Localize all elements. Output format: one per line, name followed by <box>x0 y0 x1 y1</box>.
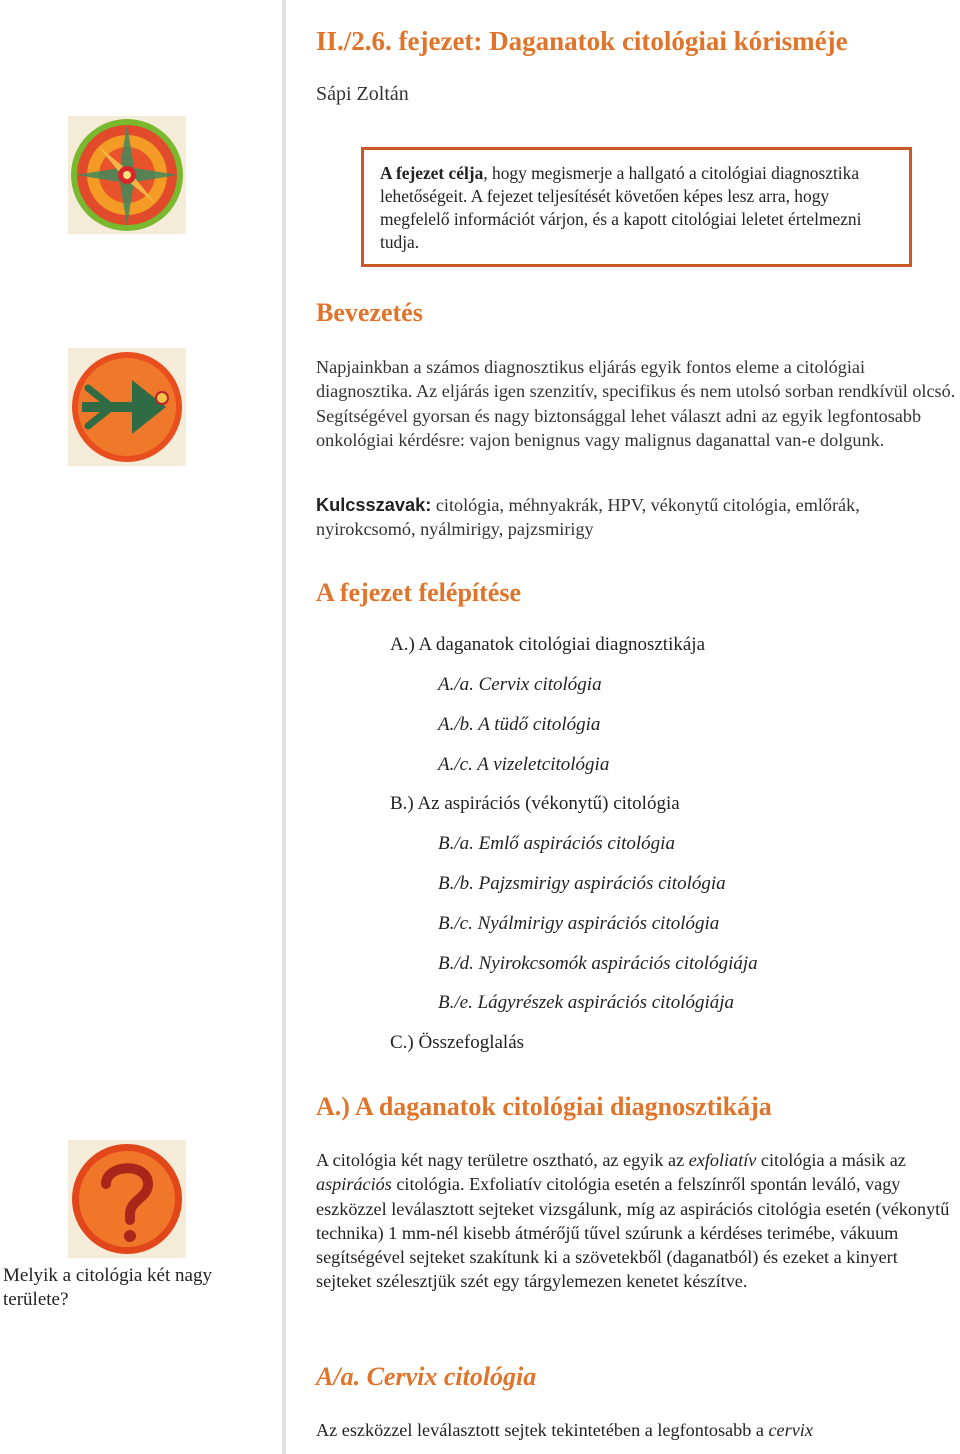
section-a-em-1: exfoliatív <box>688 1150 757 1170</box>
toc-item: B./a. Emlő aspirációs citológia <box>438 833 675 854</box>
toc-item: A./a. Cervix citológia <box>438 674 602 695</box>
structure-heading: A fejezet felépítése <box>316 578 521 607</box>
toc-item: B.) Az aspirációs (vékonytű) citológia <box>390 793 680 814</box>
toc-item: B./d. Nyirokcsomók aspirációs citológiája <box>438 953 758 974</box>
toc-item: A.) A daganatok citológiai diagnosztikája <box>390 634 706 655</box>
cervix-heading: A/a. Cervix citológia <box>316 1362 537 1391</box>
author-name: Sápi Zoltán <box>316 83 409 105</box>
keywords-label: Kulcsszavak: <box>316 495 432 515</box>
side-question: Melyik a citológia két nagy területe? <box>3 1265 212 1310</box>
question-icon <box>68 1140 186 1263</box>
section-a-heading: A.) A daganatok citológiai diagnosztikája <box>316 1092 772 1121</box>
toc-item: B./b. Pajzsmirigy aspirációs citológia <box>438 873 726 894</box>
section-a-text-3: citológia. Exfoliatív citológia esetén a felszínről spontán leváló, vagy eszközzel leválasztott sejteket vizsgálunk, míg az aspirációs citológia esetén (vékonytű technika) 1 mm-nél kisebb átmérőjű tűvel szúrunk a kérdéses terimébe, vákuum segítségével sejteket szakítunk ki a szövetekből (daganatból) és ezeket a kinyert sejteket szélesztjük szét egy tárgylemezen kenetet készítve. <box>316 1174 950 1292</box>
intro-heading: Bevezetés <box>316 298 423 327</box>
goal-text: , hogy megismerje a hallgató a citológiai diagnosztika lehetőségeit. A fejezet teljesítését követően képes lesz arra, hogy megfelelő információt várjon, és a kapott citológiai leletet értelmezni tudja. <box>380 163 862 252</box>
arrow-icon <box>68 348 186 471</box>
keywords-text: citológia, méhnyakrák, HPV, vékonytű citológia, emlőrák, nyirokcsomó, nyálmirigy, pajzsmirigy <box>316 495 860 540</box>
section-a-text-1: A citológia két nagy területre osztható, az egyik az <box>316 1150 689 1170</box>
section-a-text-2: citológia a másik az <box>756 1150 906 1170</box>
toc-item: B./e. Lágyrészek aspirációs citológiája <box>438 992 735 1013</box>
toc-item: A./b. A tüdő citológia <box>438 714 601 735</box>
cervix-em-1: cervix <box>768 1420 813 1440</box>
goal-bold-lead: A fejezet célja <box>380 163 484 183</box>
target-icon <box>68 116 186 239</box>
page-margin-rule <box>282 0 286 1454</box>
toc-item: A./c. A vizeletcitológia <box>438 754 610 775</box>
chapter-title: II./2.6. fejezet: Daganatok citológiai kórisméje <box>316 26 848 56</box>
cervix-paragraph <box>316 1418 956 1442</box>
cervix-text-1: Az eszközzel leválasztott sejtek tekintetében a legfontosabb a <box>316 1420 769 1440</box>
keywords-paragraph <box>316 493 956 542</box>
toc-item: B./c. Nyálmirigy aspirációs citológia <box>438 913 720 934</box>
section-a-paragraph <box>316 1148 956 1294</box>
toc-item: C.) Összefoglalás <box>390 1032 525 1053</box>
chapter-goal-box <box>361 147 912 267</box>
intro-paragraph: Napjainkban a számos diagnosztikus eljárás egyik fontos eleme a citológiai diagnosztika. Az eljárás igen szenzitív, specifikus és nem utolsó sorban rendkívül olcsó. Segítségével gyorsan és nagy biztonsággal lehet választ adni az egyik legfontosabb onkológiai kérdésre: vajon benignus vagy malignus daganattal van-e dolgunk. <box>316 357 956 450</box>
section-a-em-2: aspirációs <box>316 1174 392 1195</box>
